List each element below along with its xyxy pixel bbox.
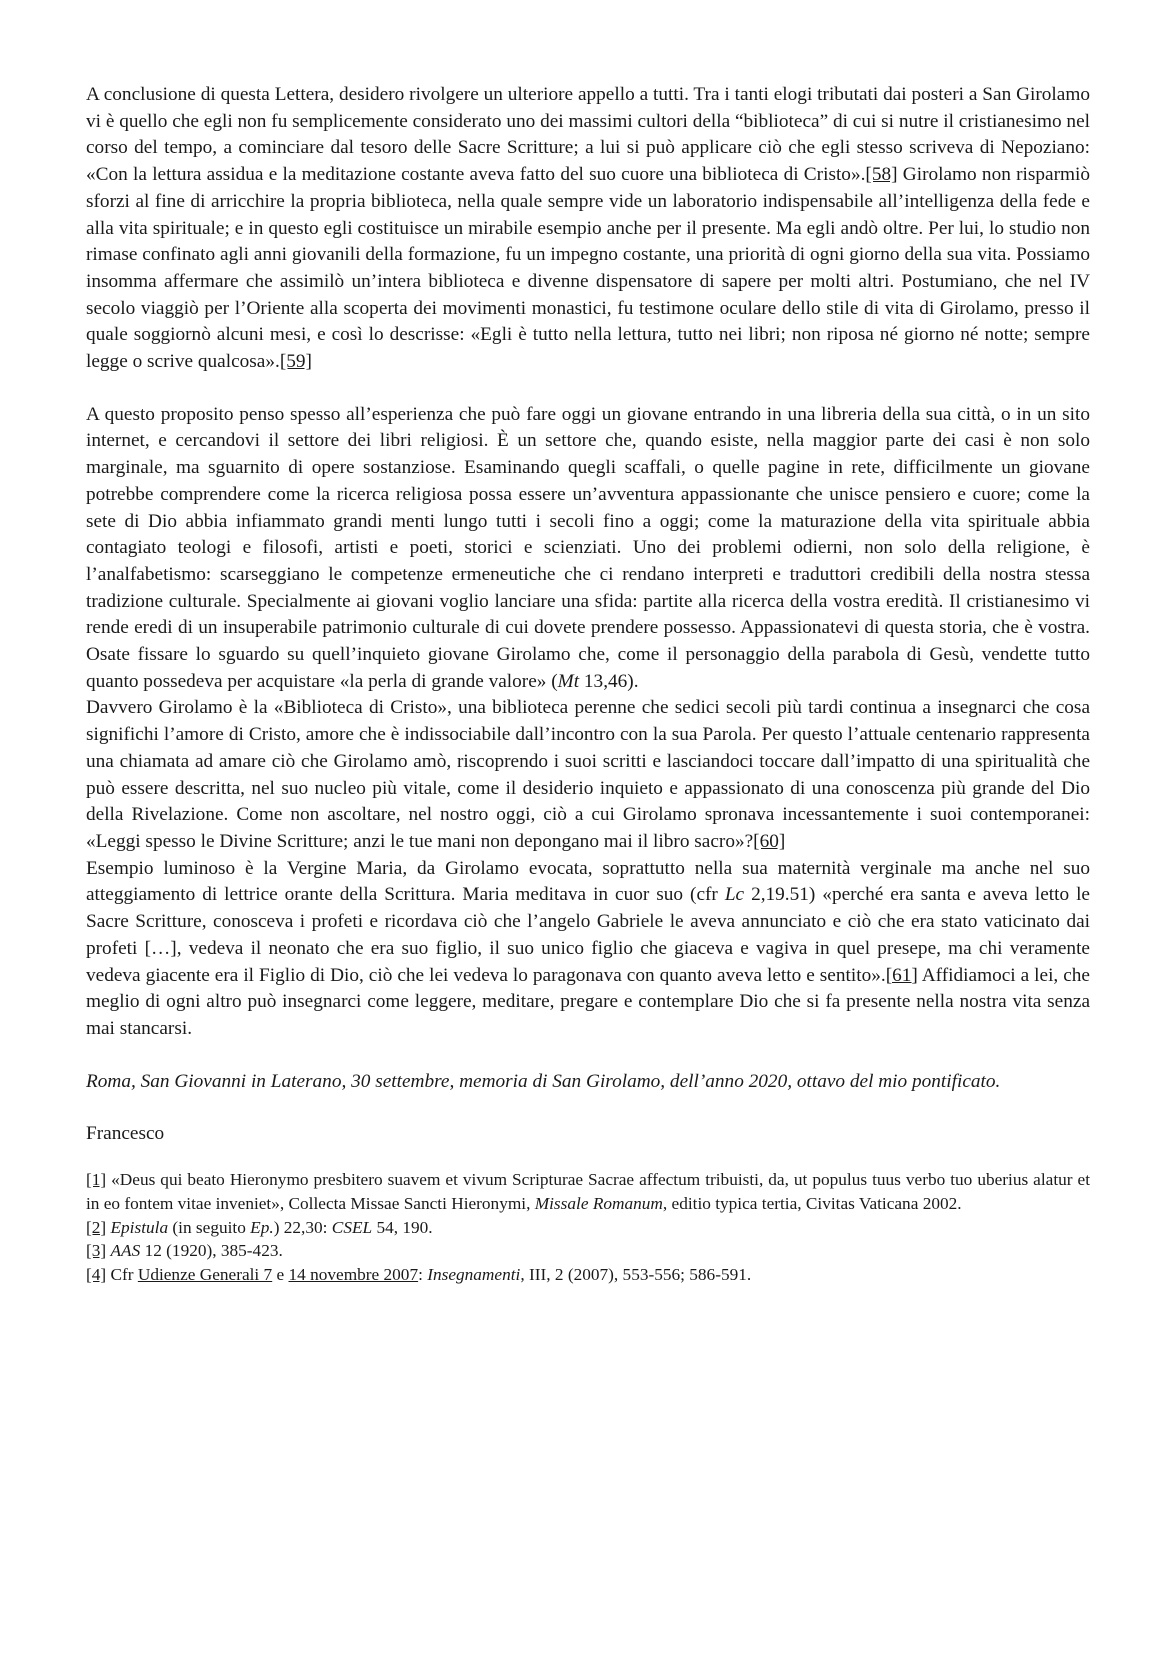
footnote-ref-61[interactable]: [61]: [885, 964, 918, 986]
paragraph-text: A conclusione di questa Lettera, desidero rivolgere un ulteriore appello a tutti. Tra i tanti elogi tributati dai posteri a San Girolamo vi è quello che egli non fu semplicemente considerato uno dei massimi cultori della “biblioteca” di cui si nutre il cristianesimo nel corso del tempo, a cominciare dal tesoro delle Sacre Scritture; a lui si può applicare ciò che egli stesso scriveva di Nepoziano: «Con la lettura assidua e la meditazione costante aveva fatto del suo cuore una biblioteca di Cristo».: [86, 84, 1090, 186]
place-date-line: Roma, San Giovanni in Laterano, 30 settembre, memoria di San Girolamo, dell’anno 2020, ottavo del mio pontificato.: [86, 1070, 1001, 1092]
footnote-italic: AAS: [110, 1241, 141, 1261]
footnote-text: 54, 190.: [372, 1217, 433, 1237]
footnote-text: ) 22,30:: [273, 1217, 332, 1237]
citation-book: Lc: [724, 884, 745, 906]
paragraph-text: A questo proposito penso spesso all’esperienza che può fare oggi un giovane entrando in una libreria della sua città, o in un sito internet, e cercandovi il settore dei libri religiosi. È un settore che, quando esiste, nella maggior parte dei casi è non solo marginale, ma sguarnito di opere sostanziose. Esaminando quegli scaffali, o quelle pagine in rete, difficilmente un giovane potrebbe comprendere come la ricerca religiosa possa essere un’avventura appassionante che unisce pensiero e cuore; come la sete di Dio abbia infiammato grandi menti lungo tutti i secoli fino a oggi; come la maturazione della vita spirituale abbia contagiato teologi e filosofi, artisti e poeti, storici e scienziati. Uno dei problemi odierni, non solo della religione, è l’analfabetismo: scarseggiano le competenze ermeneutiche che ci rendano interpreti e traduttori credibili della nostra stessa tradizione culturale. Specialmente ai giovani voglio lanciare una sfida: partite alla ricerca della vostra eredità. Il cristianesimo vi rende eredi di un insuperabile patrimonio culturale di cui dovete prendere possesso. Appassionatevi di questa storia, che è vostra. Osate fissare lo sguardo su quell’inquieto giovane Girolamo che, come il personaggio della parabola di Gesù, vendette tutto quanto possedeva per acquistare «la perla di grande valore» (: [86, 403, 1090, 692]
footnote-text: (in seguito: [168, 1217, 251, 1237]
paragraph-4: [86, 856, 1090, 1043]
footnote-italic: Insegnamenti: [427, 1265, 521, 1285]
footnote-text: «Deus qui beato Hieronymo presbitero suavem et vivum Scripturae Sacrae affectum tribuisti, da, ut populus tuus verbo tuo uberius alatur et in eo fontem vitae inveniet», Collecta Missae Sancti Hieronymi,: [86, 1170, 1090, 1213]
paragraph-gap: [86, 1095, 1090, 1121]
paragraph-text: 13,46).: [579, 670, 639, 692]
document-page: [86, 82, 1090, 1287]
footnote-3: [86, 1239, 1090, 1263]
footnote-text: , III, 2 (2007), 553-556; 586-591.: [520, 1265, 752, 1285]
footnote-italic: Epistula: [110, 1217, 169, 1237]
november-2007-link[interactable]: 14 novembre 2007: [288, 1265, 419, 1285]
paragraph-2: [86, 402, 1090, 696]
footnote-text: 12 (1920), 385-423.: [140, 1241, 283, 1261]
footnote-text: e: [272, 1265, 289, 1285]
footnote-4: [86, 1263, 1090, 1287]
paragraph-text: Affidiamoci a lei, che meglio di ogni altro può insegnarci come leggere, meditare, pregare e contemplare Dio che si fa presente nella nostra vita senza mai stancarsi.: [86, 964, 1090, 1039]
footnote-ref-59[interactable]: [59]: [279, 351, 312, 373]
footnote-italic: Missale Romanum: [534, 1193, 663, 1213]
footnote-backref-1[interactable]: [1]: [86, 1170, 107, 1190]
footnote-2: [86, 1216, 1090, 1240]
footnote-backref-4[interactable]: [4]: [86, 1265, 107, 1285]
paragraph-3: [86, 695, 1090, 855]
footnote-ref-60[interactable]: [60]: [753, 830, 786, 852]
footnote-text: :: [418, 1265, 428, 1285]
paragraph-text: Girolamo non risparmiò sforzi al fine di arricchire la propria biblioteca, nella quale sempre vide un laboratorio indispensabile all’intelligenza della fede e alla vita spirituale; e in questo egli costituisce un mirabile esempio anche per il presente. Ma egli andò oltre. Per lui, lo studio non rimase confinato agli anni giovanili della formazione, fu un impegno costante, una priorità di ogni giorno della sua vita. Possiamo insomma affermare che assimilò un’intera biblioteca e divenne dispensatore di sapere per molti altri. Postumiano, che nel IV secolo viaggiò per l’Oriente alla scoperta dei movimenti monastici, fu testimone oculare dello stile di vita di Girolamo, presso il quale soggiornò alcuni mesi, e così lo descrisse: «Egli è tutto nella lettura, tutto nei libri; non riposa né giorno né notte; sempre legge o scrive qualcosa».: [86, 164, 1090, 373]
paragraph-1: [86, 82, 1090, 376]
citation-book: Mt: [557, 670, 580, 692]
footnote-backref-3[interactable]: [3]: [86, 1241, 107, 1261]
paragraph-text: 2,19.51) «perché era santa e aveva letto le Sacre Scritture, conosceva i profeti e ricordava ciò che l’angelo Gabriele le aveva annunciato e ciò che era stato vaticinato dai profeti […], vedeva il neonato che era suo figlio, il suo unico figlio che giaceva e vagiva in quel presepe, ma chi veramente vedeva giacente era il Figlio di Dio, ciò che lei vedeva lo paragonava con quanto aveva letto e sentito».: [86, 884, 1090, 986]
paragraph-gap: [86, 376, 1090, 402]
signature: Francesco: [86, 1123, 165, 1145]
footnotes: [86, 1168, 1090, 1287]
footnote-backref-2[interactable]: [2]: [86, 1217, 107, 1237]
paragraph-gap: [86, 1043, 1090, 1069]
footnote-italic: CSEL: [331, 1217, 373, 1237]
footnote-text: , editio typica tertia, Civitas Vaticana 2002.: [662, 1193, 962, 1213]
footnote-text: Cfr: [106, 1265, 138, 1285]
paragraph-text: Davvero Girolamo è la «Biblioteca di Cristo», una biblioteca perenne che sedici secoli più tardi continua a insegnarci che cosa significhi l’amore di Cristo, amore che è indissociabile dall’incontro con la sua Parola. Per questo l’attuale centenario rappresenta una chiamata ad amare ciò che Girolamo amò, riscoprendo i suoi scritti e lasciandoci toccare dall’impatto di una spiritualità che può essere descritta, nel suo nucleo più vitale, come il desiderio inquieto e appassionato di una conoscenza più grande del Dio della Rivelazione. Come non ascoltare, nel nostro oggi, ciò a cui Girolamo spronava incessantemente i suoi contemporanei: «Leggi spesso le Divine Scritture; anzi le tue mani non depongano mai il libro sacro»?: [86, 697, 1090, 852]
footnote-italic: Ep.: [250, 1217, 274, 1237]
udienze-generali-link[interactable]: Udienze Generali 7: [137, 1265, 273, 1285]
paragraph-text: Esempio luminoso è la Vergine Maria, da Girolamo evocata, soprattutto nella sua maternità verginale ma anche nel suo atteggiamento di lettrice orante della Scrittura. Maria meditava in cuor suo (cfr: [86, 857, 1090, 906]
footnote-ref-58[interactable]: [58]: [865, 164, 898, 186]
footnote-1: [86, 1168, 1090, 1216]
